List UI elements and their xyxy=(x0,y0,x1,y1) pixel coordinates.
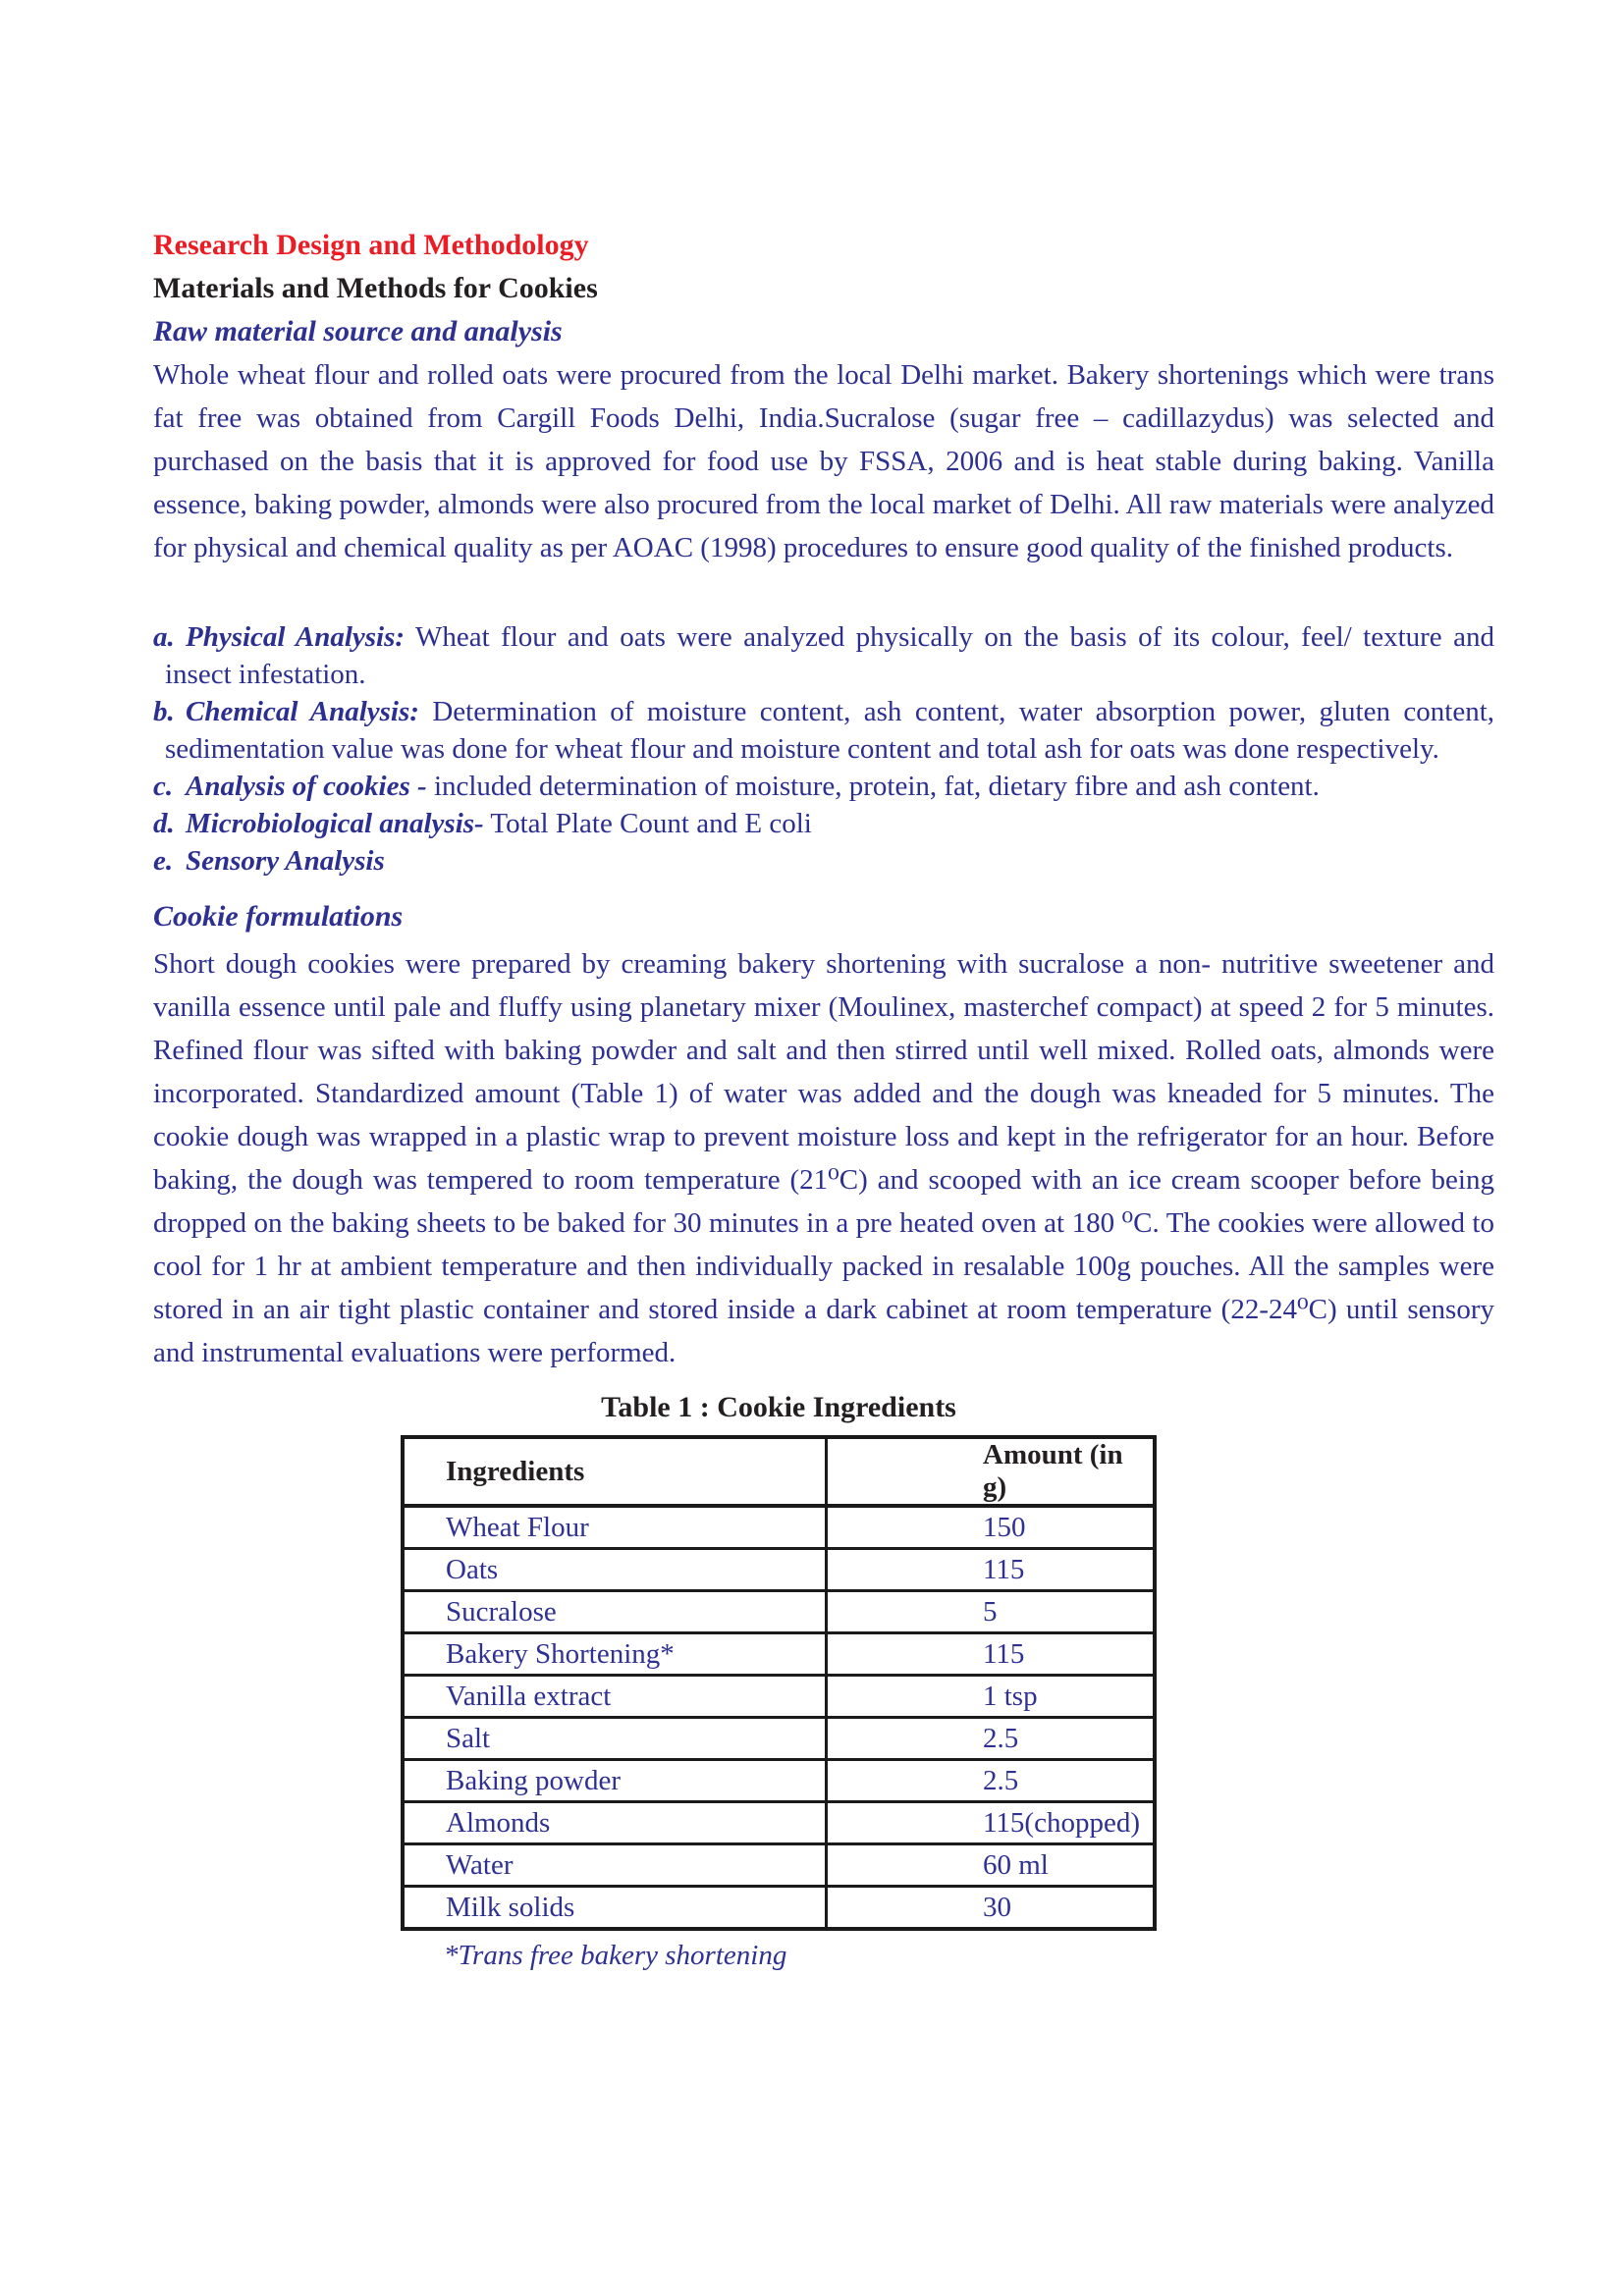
subheading-cookie-formulations: Cookie formulations xyxy=(153,900,404,933)
ingredient-cell: Baking powder xyxy=(403,1760,827,1802)
column-header-amount: Amount (in g) xyxy=(827,1437,1156,1506)
amount-cell: 2.5 xyxy=(827,1718,1156,1760)
table-row xyxy=(403,1844,1155,1887)
list-lead: Microbiological analysis- xyxy=(186,808,484,839)
list-text: Wheat flour and oats were analyzed physically on the basis of its colour, feel/ texture and insect infestation. xyxy=(165,621,1494,690)
list-marker: b. xyxy=(153,696,175,727)
list-marker: d. xyxy=(153,808,175,839)
table-header-row xyxy=(403,1437,1155,1506)
table-row xyxy=(403,1506,1155,1549)
list-marker: a. xyxy=(153,621,175,653)
amount-cell: 115(chopped) xyxy=(827,1802,1156,1844)
column-header-ingredients: Ingredients xyxy=(403,1437,827,1506)
list-item-chemical-analysis xyxy=(153,693,1494,768)
analysis-list xyxy=(153,618,1494,880)
list-item-analysis-of-cookies xyxy=(153,768,1494,805)
table-footnote: *Trans free bakery shortening xyxy=(444,1940,787,1971)
amount-cell: 30 xyxy=(827,1887,1156,1930)
ingredients-table xyxy=(401,1435,1157,1931)
ingredient-cell: Sucralose xyxy=(403,1591,827,1633)
ingredient-cell: Vanilla extract xyxy=(403,1676,827,1718)
table-row xyxy=(403,1760,1155,1802)
list-lead: Analysis of cookies - xyxy=(186,771,427,802)
list-text: Determination of moisture content, ash content, water absorption power, gluten content, sedimentation value was done for wheat flour and moisture content and total ash for oats was done respectively. xyxy=(165,696,1495,765)
table-row xyxy=(403,1676,1155,1718)
list-lead: Sensory Analysis xyxy=(186,845,385,877)
list-item-microbiological-analysis xyxy=(153,805,1494,842)
section-heading-black: Materials and Methods for Cookies xyxy=(153,272,598,304)
list-text: included determination of moisture, protein, fat, dietary fibre and ash content. xyxy=(426,771,1320,802)
table-title: Table 1 : Cookie Ingredients xyxy=(601,1391,956,1423)
ingredient-cell: Wheat Flour xyxy=(403,1506,827,1549)
amount-cell: 5 xyxy=(827,1591,1156,1633)
subheading-raw-material: Raw material source and analysis xyxy=(153,315,563,347)
list-lead: Physical Analysis: xyxy=(186,621,406,653)
paragraph-raw-material: Whole wheat flour and rolled oats were procured from the local Delhi market. Bakery shortenings which were trans fat free was obtained from Cargill Foods Delhi, India.Sucralose (sugar free – cadillazydus) was selected and purchased on the basis that it is approved for food use by FSSA, 2006 and is heat stable during baking. Vanilla essence, baking powder, almonds were also procured from the local market of Delhi. All raw materials were analyzed for physical and chemical quality as per AOAC (1998) procedures to ensure good quality of the finished products. xyxy=(153,359,1494,563)
table-row xyxy=(403,1549,1155,1591)
table-row xyxy=(403,1591,1155,1633)
amount-cell: 2.5 xyxy=(827,1760,1156,1802)
table-row xyxy=(403,1718,1155,1760)
section-heading-red: Research Design and Methodology xyxy=(153,229,589,261)
list-lead: Chemical Analysis: xyxy=(186,696,419,727)
table-row xyxy=(403,1802,1155,1844)
ingredient-cell: Bakery Shortening* xyxy=(403,1633,827,1676)
ingredient-cell: Water xyxy=(403,1844,827,1887)
list-marker: e. xyxy=(153,845,174,877)
ingredient-cell: Salt xyxy=(403,1718,827,1760)
amount-cell: 1 tsp xyxy=(827,1676,1156,1718)
list-marker: c. xyxy=(153,771,174,802)
list-item-physical-analysis xyxy=(153,618,1494,693)
ingredient-cell: Almonds xyxy=(403,1802,827,1844)
ingredient-cell: Milk solids xyxy=(403,1887,827,1930)
amount-cell: 60 ml xyxy=(827,1844,1156,1887)
table-row xyxy=(403,1633,1155,1676)
table-row xyxy=(403,1887,1155,1930)
amount-cell: 115 xyxy=(827,1633,1156,1676)
amount-cell: 150 xyxy=(827,1506,1156,1549)
amount-cell: 115 xyxy=(827,1549,1156,1591)
list-text: Total Plate Count and E coli xyxy=(483,808,812,839)
list-item-sensory-analysis xyxy=(153,842,1494,880)
ingredient-cell: Oats xyxy=(403,1549,827,1591)
paragraph-cookie-formulations: Short dough cookies were prepared by creaming bakery shortening with sucralose a non- nutritive sweetener and vanilla essence until pale and fluffy using planetary mixer (Moulinex, masterchef compact) at speed 2 for 5 minutes. Refined flour was sifted with baking powder and salt and then stirred until well mixed. Rolled oats, almonds were incorporated. Standardized amount (Table 1) of water was added and the dough was kneaded for 5 minutes. The cookie dough was wrapped in a plastic wrap to prevent moisture loss and kept in the refrigerator for an hour. Before baking, the dough was tempered to room temperature (21⁰C) and scooped with an ice cream scooper before being dropped on the baking sheets to be baked for 30 minutes in a pre heated oven at 180 ⁰C. The cookies were allowed to cool for 1 hr at ambient temperature and then individually packed in resalable 100g pouches. All the samples were stored in an air tight plastic container and stored inside a dark cabinet at room temperature (22-24⁰C) until sensory and instrumental evaluations were performed. xyxy=(153,948,1494,1368)
